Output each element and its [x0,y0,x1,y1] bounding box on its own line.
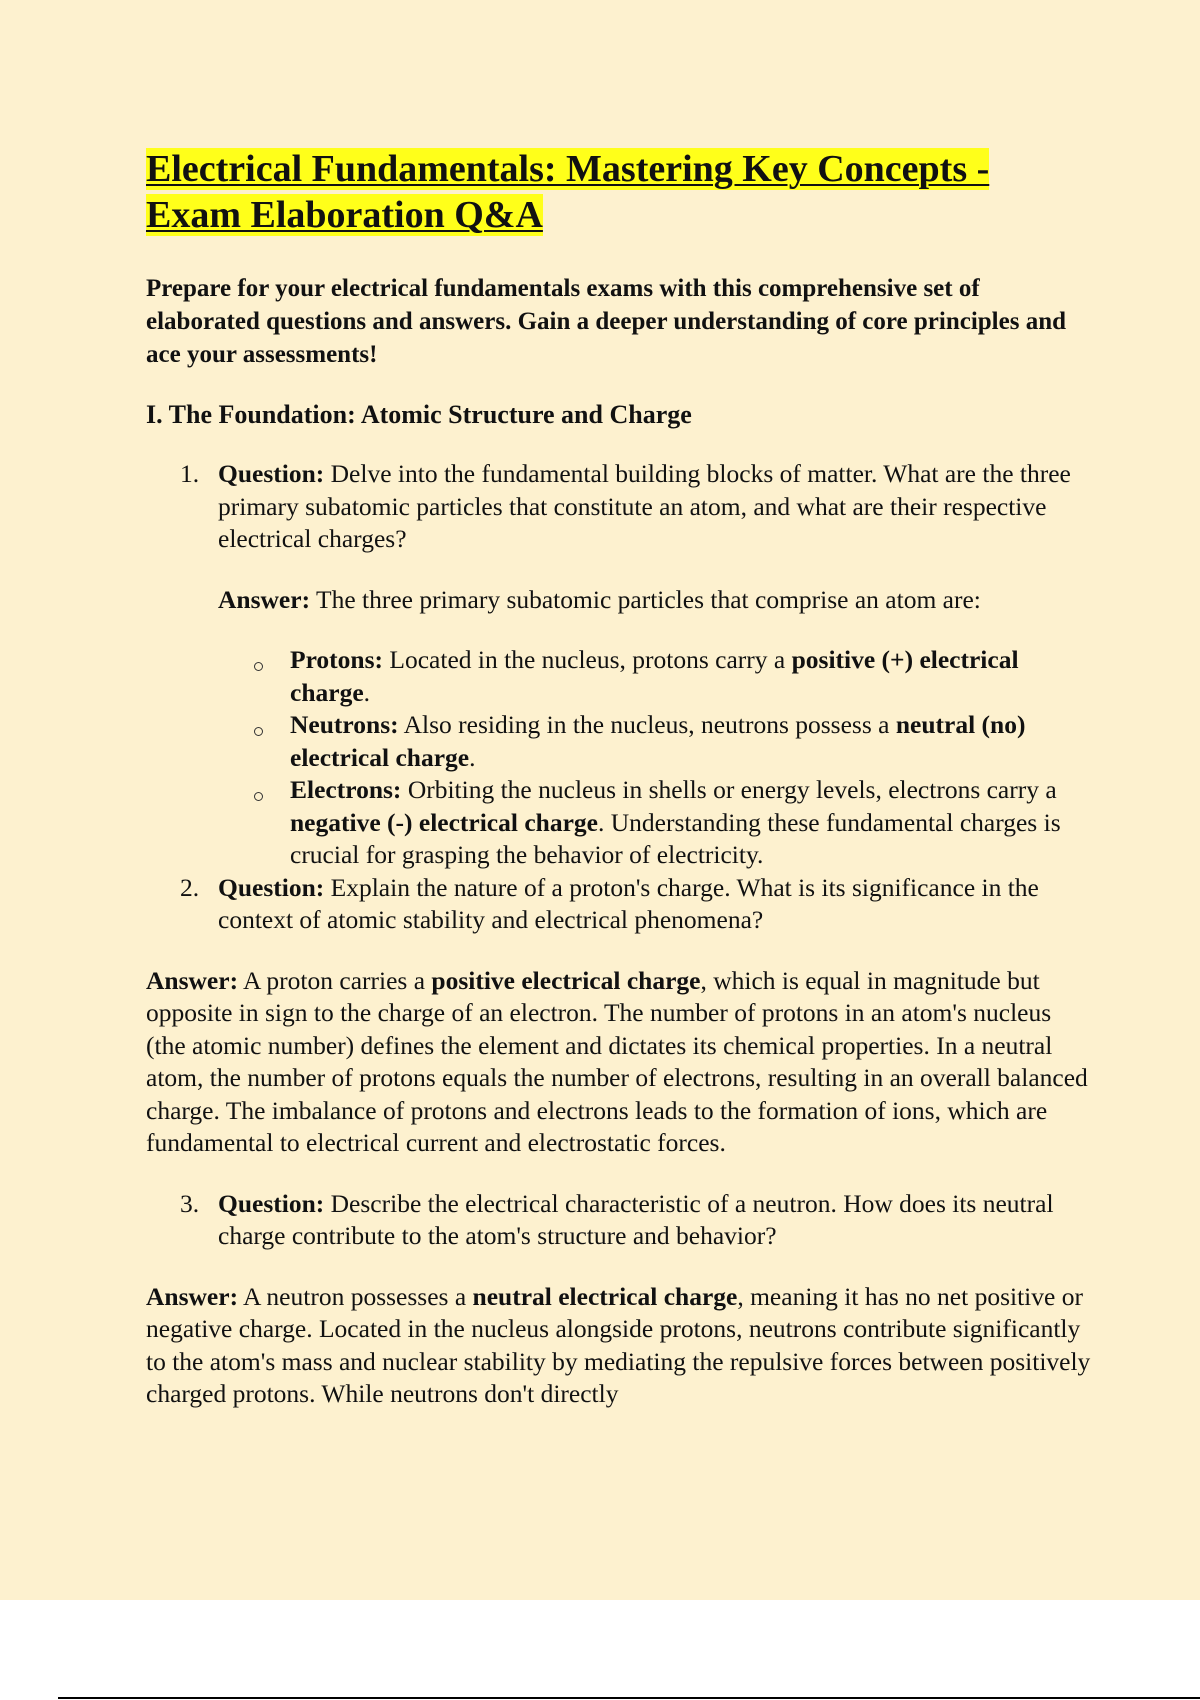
bullet-neutrons [146,709,1091,774]
question-3 [146,1188,1091,1253]
bullet-protons [146,644,1091,709]
question-3-text: Describe the electrical characteristic of a neutron. How does its neutral charge contribute to the atom's structure and behavior? [218,1188,1054,1250]
question-1 [146,458,1091,556]
circle-bullet-icon [254,792,263,801]
circle-bullet-icon [254,727,263,736]
question-1-number: 1. [180,459,200,488]
question-2-text: Explain the nature of a proton's charge. What is its significance in the context of atomic stability and electrical phenomena? [218,872,1039,934]
bullet-bold: negative (-) electrical charge [290,807,598,837]
answer-1-text: The three primary subatomic particles that comprise an atom are: [310,584,981,614]
answer-2 [146,965,1091,1160]
answer-1-label: Answer: [218,584,311,614]
answer-2-label: Answer: [146,965,239,995]
title-line-1: Electrical Fundamentals: Mastering Key Concepts - [146,148,990,190]
bullet-after: . [469,742,476,772]
question-3-number: 3. [180,1188,200,1218]
bullet-bold: positive (+) electrical charge [290,645,1019,707]
answer-1 [146,584,1091,617]
bullet-text: Also residing in the nucleus, neutrons possess a [398,710,896,739]
answer-2-bold: positive electrical charge [431,965,701,995]
answer-2-pre: A proton carries a [238,965,432,995]
intro-paragraph: Prepare for your electrical fundamentals exams with this comprehensive set of elaborated questions and answers. Gain a deeper understanding of core principles and ace your assessments! [146,275,1067,368]
bullet-bold: neutral (no) electrical charge [290,710,1026,772]
question-2 [146,872,1091,937]
answer-3 [146,1281,1091,1411]
answer-2-post: , which is equal in magnitude but opposite in sign to the charge of an electron. The number of protons in an atom's nucleus (the atomic number) defines the element and dictates its chemical properties. In a neutral atom, the number of protons equals the number of electrons, resulting in an overall balanced charge. The imbalance of protons and electrons leads to the formation of ions, which are fundamental to electrical current and electrostatic forces. [146,965,1088,1157]
question-3-label: Question: [218,1188,325,1218]
bullet-electrons [146,774,1091,872]
answer-3-label: Answer: [146,1281,239,1311]
title-line-2: Exam Elaboration Q&A [146,194,543,236]
question-1-label: Question: [218,459,325,488]
bullet-text: Orbiting the nucleus in shells or energy levels, electrons carry a [401,775,1057,804]
bullet-label: Neutrons: [290,710,399,739]
bullet-label: Electrons: [290,775,402,804]
bullet-text: Located in the nucleus, protons carry a [383,645,792,674]
question-2-number: 2. [180,872,200,902]
circle-bullet-icon [254,662,263,671]
question-2-label: Question: [218,872,325,902]
answer-3-pre: A neutron possesses a [238,1281,473,1311]
answer-3-post: , meaning it has no net positive or negative charge. Located in the nucleus alongside protons, neutrons contribute significantly to the atom's mass and nuclear stability by mediating the repulsive forces between positively charged protons. While neutrons don't directly [146,1281,1091,1408]
answer-3-bold: neutral electrical charge [472,1281,738,1311]
page-title [146,146,1091,238]
section-heading: I. The Foundation: Atomic Structure and Charge [146,400,692,429]
question-1-text: Delve into the fundamental building blocks of matter. What are the three primary subatomic particles that constitute an atom, and what are their respective electrical charges? [218,459,1071,553]
bullet-label: Protons: [290,645,384,674]
footer-divider [58,1697,1200,1699]
bullet-after: . [363,677,371,707]
document-content [146,146,1091,1411]
bullet-after: . Understanding these fundamental charges is crucial for grasping the behavior of electricity. [290,807,1061,869]
